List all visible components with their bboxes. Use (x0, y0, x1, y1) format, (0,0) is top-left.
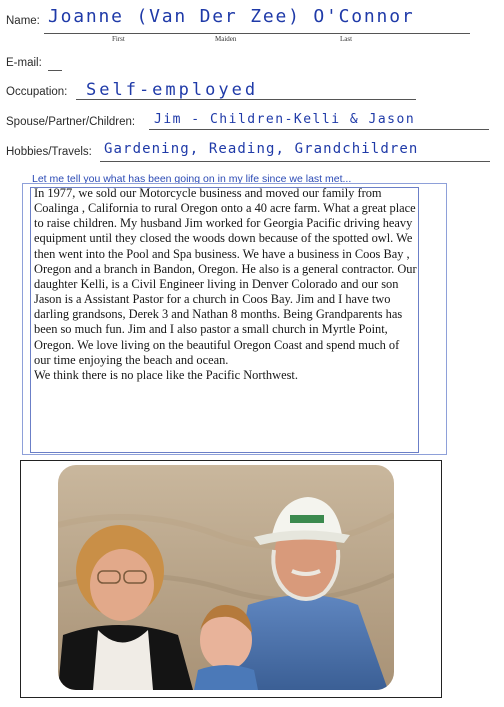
spouse-value[interactable]: Jim - Children-Kelli & Jason (154, 112, 416, 127)
story-paragraph-1: In 1977, we sold our Motorcycle business and moved our family from Coalinga , California to rural Oregon onto a 40 acre farm. What a great place to raise children. My husband Jim worked for Georgia Pacific driving heavy equipment until they closed the woods down because of the spotted owl. We then went into the Pool and Spa business. We have a business in Coos Bay , Oregon and a branch in Bandon, Oregon. He also is a general contractor. Our daughter Kelli, is a Civil Engineer living in Denver Colorado and our son Jason is a Assistant Pastor for a church in Coos Bay. Jim and I have two darling grandsons, Derek 3 and Nathan 8 months. Being Grandparents has been so much fun. Jim and I also pastor a small church in Myrtle Point, Oregon. We love living on the beautiful Oregon Coast and spend much of our time enjoying the beach and ocean. (34, 186, 417, 367)
story-text (34, 186, 418, 383)
story-intro: Let me tell you what has been going on in my life since we last met... (32, 173, 352, 185)
hobbies-underline (100, 161, 490, 162)
email-label: E-mail: (6, 57, 42, 69)
name-value[interactable]: Joanne (Van Der Zee) O'Connor (48, 6, 415, 27)
hobbies-label: Hobbies/Travels: (6, 146, 92, 158)
name-sub-first: First (112, 35, 125, 43)
family-photo-image (58, 465, 394, 690)
occupation-label: Occupation: (6, 86, 68, 98)
email-underline[interactable] (48, 70, 62, 71)
occupation-value[interactable]: Self-employed (86, 80, 259, 100)
family-photo (58, 465, 394, 690)
name-sub-last: Last (340, 35, 353, 43)
spouse-label: Spouse/Partner/Children: (6, 116, 136, 128)
name-label: Name: (6, 15, 40, 27)
name-underline (44, 33, 470, 34)
hobbies-value[interactable]: Gardening, Reading, Grandchildren (104, 141, 419, 157)
name-sub-maiden: Maiden (215, 35, 237, 43)
story-paragraph-2: We think there is no place like the Pacific Northwest. (34, 367, 298, 382)
spouse-underline (149, 129, 489, 130)
